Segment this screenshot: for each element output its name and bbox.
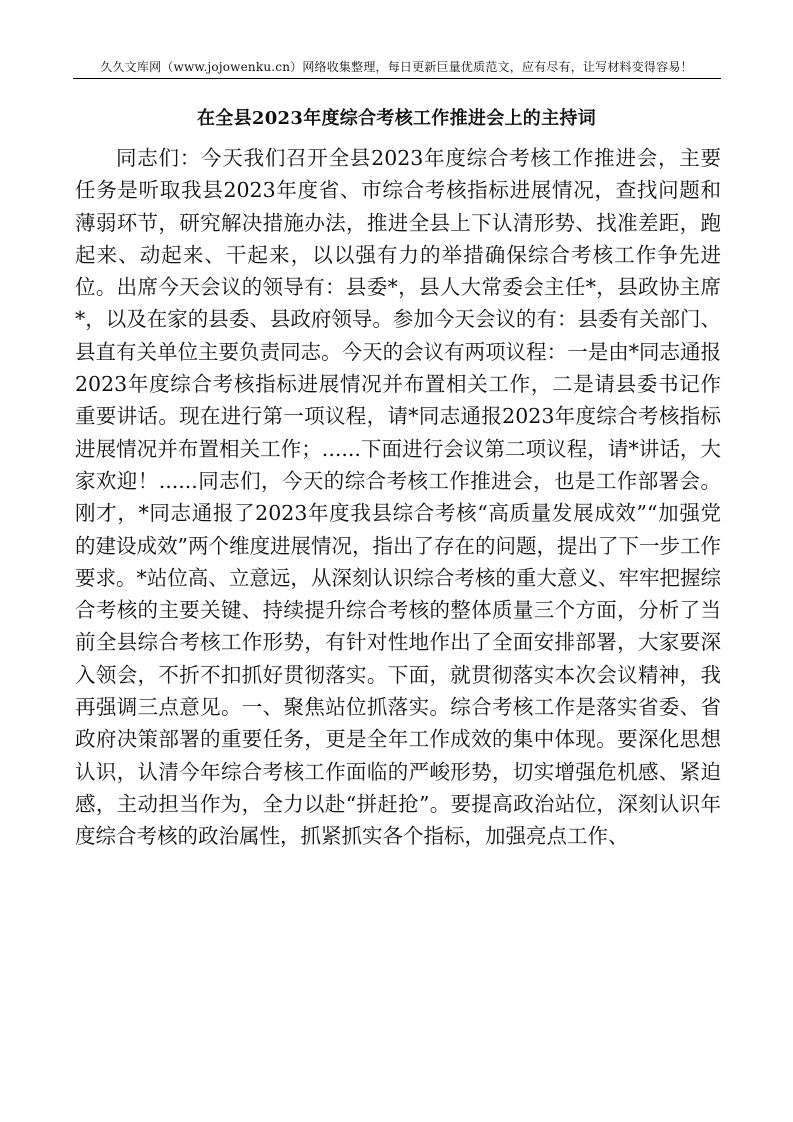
document-title: 在全县2023年度综合考核工作推进会上的主持词	[197, 108, 596, 129]
document-body-paragraph: 同志们：今天我们召开全县2023年度综合考核工作推进会，主要任务是听取我县2023年度省、市综合考核指标进展情况，查找问题和薄弱环节，研究解决措施办法，推进全县上下认清形势、找准差距，跑起来、动起来、干起来，以以强有力的举措确保综合考核工作争先进位。出席今天会议的领导有：县委*，县人大常委会主任*，县政协主席*，以及在家的县委、县政府领导。参加今天会议的有：县委有关部门、县直有关单位主要负责同志。今天的会议有两项议程：一是由*同志通报2023年度综合考核指标进展情况并布置相关工作，二是请县委书记作重要讲话。现在进行第一项议程，请*同志通报2023年度综合考核指标进展情况并布置相关工作；......下面进行会议第二项议程，请*讲话，大家欢迎！......同志们，今天的综合考核工作推进会，也是工作部署会。刚才，*同志通报了2023年度我县综合考核“高质量发展成效”“加强党的建设成效”两个维度进展情况，指出了存在的问题，提出了下一步工作要求。*站位高、立意远，从深刻认识综合考核的重大意义、牢牢把握综合考核的主要关键、持续提升综合考核的整体质量三个方面，分析了当前全县综合考核工作形势，有针对性地作出了全面安排部署，大家要深入领会，不折不扣抓好贯彻落实。下面，就贯彻落实本次会议精神，我再强调三点意见。一、聚焦站位抓落实。综合考核工作是落实省委、省政府决策部署的重要任务，更是全年工作成效的集中体现。要深化思想认识，认清今年综合考核工作面临的严峻形势，切实增强危机感、紧迫感，主动担当作为，全力以赴“拼赶抢”。要提高政治站位，深刻认识年度综合考核的政治属性，抓紧抓实各个指标，加强亮点工作、	[75, 146, 721, 849]
page-header-text: 久久文库网（www.jojowenku.cn）网络收集整理，每日更新巨量优质范文，应有尽有，让写材料变得容易！	[100, 60, 693, 74]
header-divider	[73, 78, 721, 79]
